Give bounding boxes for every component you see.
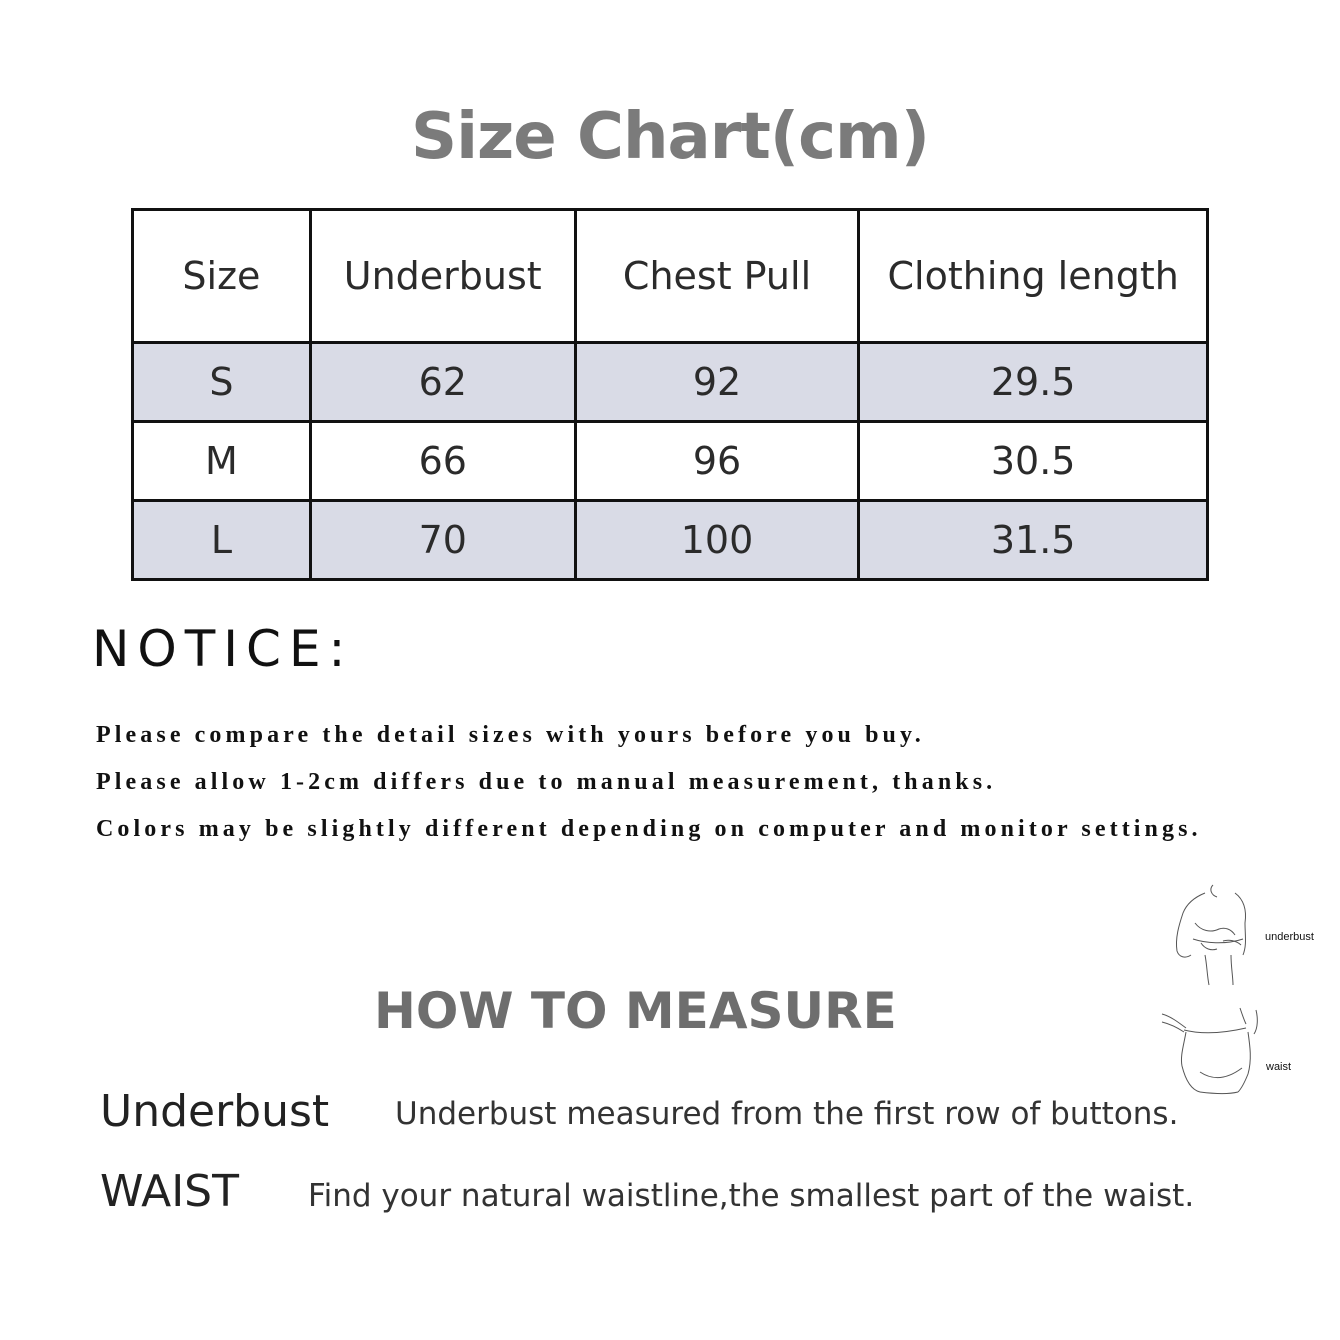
cell-size: S (133, 343, 311, 422)
cell-clothing-length: 30.5 (859, 422, 1208, 501)
cell-underbust: 70 (310, 501, 575, 580)
underbust-figure-label: underbust (1265, 931, 1314, 943)
header-clothing-length: Clothing length (859, 210, 1208, 343)
cell-chest-pull: 92 (575, 343, 859, 422)
cell-clothing-length: 29.5 (859, 343, 1208, 422)
how-to-measure-heading: HOW TO MEASURE (374, 982, 897, 1040)
waist-figure-label: waist (1266, 1061, 1292, 1073)
table-header-row (133, 210, 1208, 343)
cell-clothing-length: 31.5 (859, 501, 1208, 580)
notice-heading: NOTICE: (92, 620, 354, 678)
header-chest-pull: Chest Pull (575, 210, 859, 343)
cell-size: L (133, 501, 311, 580)
cell-chest-pull: 100 (575, 501, 859, 580)
table-row (133, 501, 1208, 580)
notice-lines (96, 712, 1202, 853)
table-row (133, 343, 1208, 422)
size-chart-title: Size Chart(cm) (411, 100, 929, 174)
measurement-figures (1160, 880, 1340, 1100)
cell-underbust: 62 (310, 343, 575, 422)
measure-description: Find your natural waistline,the smallest part of the waist. (308, 1178, 1195, 1214)
cell-size: M (133, 422, 311, 501)
underbust-figure-icon (1165, 883, 1265, 988)
notice-line: Colors may be slightly different depending on computer and monitor settings. (96, 816, 1202, 842)
measure-description: Underbust measured from the first row of buttons. (395, 1096, 1179, 1132)
header-size: Size (133, 210, 311, 343)
table-row (133, 422, 1208, 501)
measure-term: Underbust (100, 1086, 330, 1137)
size-table (131, 208, 1209, 581)
cell-underbust: 66 (310, 422, 575, 501)
notice-line: Please allow 1-2cm differs due to manual measurement, thanks. (96, 769, 997, 795)
header-underbust: Underbust (310, 210, 575, 343)
measure-term: WAIST (100, 1166, 239, 1217)
cell-chest-pull: 96 (575, 422, 859, 501)
waist-figure-icon (1160, 1002, 1265, 1097)
notice-line: Please compare the detail sizes with yours before you buy. (96, 722, 925, 748)
